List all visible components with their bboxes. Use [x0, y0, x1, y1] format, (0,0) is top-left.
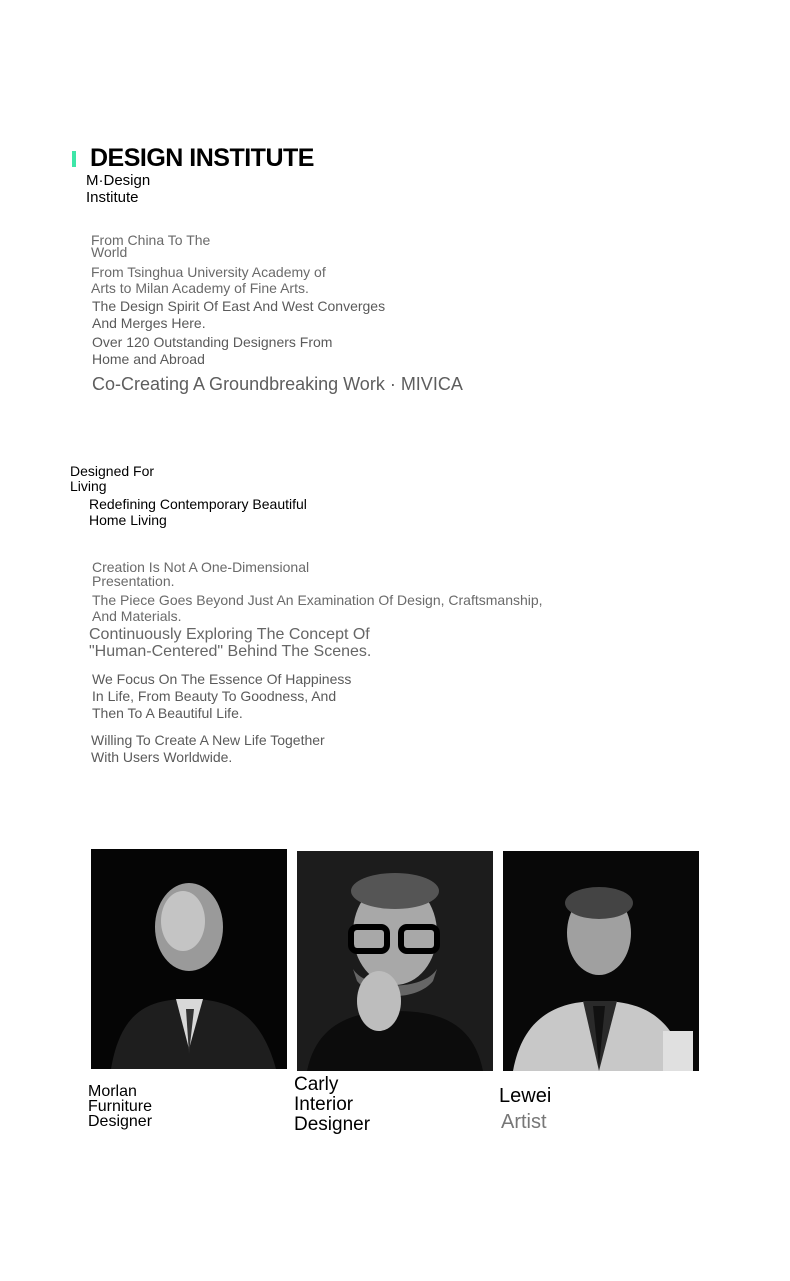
living-line — [92, 592, 543, 624]
page-title: DESIGN INSTITUTE — [90, 144, 314, 172]
living-line — [92, 560, 309, 588]
designer-role: Furniture — [88, 1098, 153, 1115]
living-line — [92, 671, 351, 722]
intro-headline: Co-Creating A Groundbreaking Work · MIVICA — [92, 374, 463, 394]
portrait-image — [503, 851, 699, 1071]
designer-caption — [294, 1075, 370, 1135]
text: From China To The — [91, 232, 211, 248]
designer-role: Artist — [501, 1111, 547, 1133]
text: Presentation. — [92, 573, 175, 589]
text: Living — [70, 478, 107, 494]
text: Continuously Exploring The Concept Of — [89, 626, 370, 643]
designer-caption — [499, 1083, 551, 1135]
portrait-image — [91, 849, 287, 1069]
intro-line — [92, 334, 332, 368]
designer-role: Designer — [294, 1114, 371, 1135]
text: Then To A Beautiful Life. — [92, 705, 243, 721]
designer-photo — [503, 851, 699, 1071]
designer-name: Carly — [294, 1074, 339, 1095]
text: In Life, From Beauty To Goodness, And — [92, 688, 337, 704]
intro-line — [92, 298, 385, 332]
section-subheading — [89, 496, 307, 528]
designer-role: Interior — [294, 1094, 354, 1115]
section-heading — [70, 464, 154, 494]
text: Home and Abroad — [92, 351, 205, 367]
designer-role: Designer — [88, 1113, 153, 1130]
subtitle-line: M·Design — [86, 172, 151, 189]
text: Redefining Contemporary Beautiful — [89, 496, 307, 512]
text: World — [91, 244, 128, 260]
subtitle-line: Institute — [86, 189, 139, 206]
living-line — [89, 626, 371, 660]
portrait-image — [297, 851, 493, 1071]
living-line — [91, 732, 325, 766]
text: From Tsinghua University Academy of — [91, 264, 326, 280]
designer-photo — [91, 849, 287, 1069]
accent-bar — [72, 151, 76, 167]
designer-caption — [88, 1084, 152, 1129]
text: Over 120 Outstanding Designers From — [92, 334, 333, 350]
intro-line — [91, 234, 210, 258]
text: Home Living — [89, 512, 167, 528]
text: And Merges Here. — [92, 315, 206, 331]
text: Arts to Milan Academy of Fine Arts. — [91, 280, 309, 296]
text: Designed For — [70, 463, 155, 479]
text: The Design Spirit Of East And West Converges — [92, 298, 386, 314]
designer-photo — [297, 851, 493, 1071]
text: "Human-Centered" Behind The Scenes. — [89, 643, 372, 660]
text: And Materials. — [92, 608, 182, 624]
intro-line — [91, 264, 326, 296]
designer-name: Lewei — [499, 1085, 552, 1107]
text: We Focus On The Essence Of Happiness — [92, 671, 352, 687]
text: The Piece Goes Beyond Just An Examination Of Design, Craftsmanship, — [92, 592, 543, 608]
text: Creation Is Not A One-Dimensional — [92, 559, 310, 575]
subtitle — [86, 172, 150, 206]
designer-name: Morlan — [88, 1083, 137, 1100]
text: Willing To Create A New Life Together — [91, 732, 325, 748]
text: With Users Worldwide. — [91, 749, 233, 765]
